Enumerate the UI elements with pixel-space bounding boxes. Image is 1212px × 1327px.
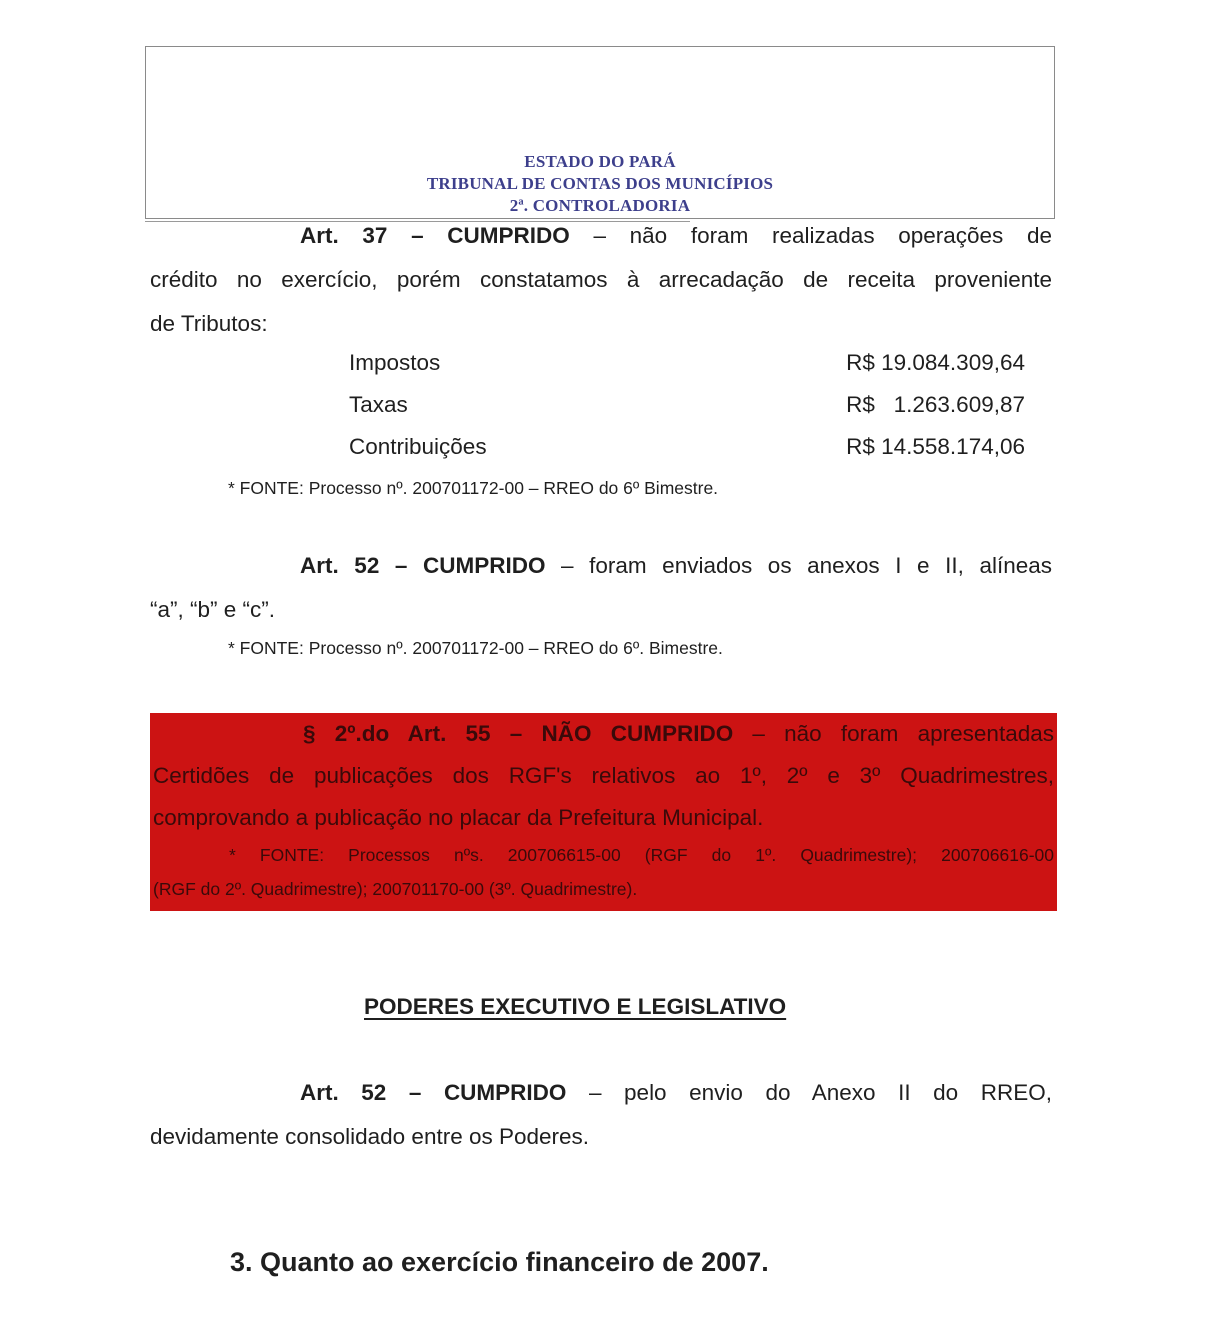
art37-text-1: – não foram realizadas operações de: [569, 223, 1052, 248]
art55-line1: [153, 713, 1054, 755]
tax-amount: R$ 1.263.609,87: [846, 392, 1025, 417]
art52-second-text-1: – pelo envio do Anexo II do RREO,: [566, 1080, 1052, 1105]
art52-first-status: CUMPRIDO: [422, 553, 546, 578]
art52-second-dash: –: [386, 1080, 444, 1105]
art55-highlight: [150, 713, 1057, 911]
section-title: PODERES EXECUTIVO E LEGISLATIVO: [364, 994, 787, 1019]
art52-first-line1: [150, 544, 1052, 588]
art55-source-1: * FONTE: Processos nºs. 200706615-00 (RGF do 1º. Quadrimestre); 200706616-00: [229, 845, 1054, 865]
art55-line2: Certidões de publicações dos RGF's relativos ao 1º, 2º e 3º Quadrimestres,: [153, 763, 1054, 788]
art55-status: NÃO CUMPRIDO: [541, 721, 734, 746]
art52-second-line2: devidamente consolidado entre os Poderes.: [150, 1124, 590, 1149]
tax-amount: R$ 14.558.174,06: [846, 434, 1025, 459]
header-text: [146, 151, 1054, 217]
art52-first-dash: –: [379, 553, 423, 578]
tax-label: Contribuições: [349, 434, 487, 459]
header-controladoria: 2ª. CONTROLADORIA: [509, 196, 691, 215]
art52-first-source: * FONTE: Processo nº. 200701172-00 – RREO do 6º. Bimestre.: [228, 638, 723, 658]
art52-second-paragraph: [150, 1071, 1052, 1159]
tax-label: Taxas: [349, 392, 408, 417]
tax-row-contribuicoes: [349, 426, 1025, 468]
header-state: ESTADO DO PARÁ: [524, 152, 676, 171]
art55-ref: § 2º.do Art. 55: [303, 721, 491, 746]
art52-first-line2: “a”, “b” e “c”.: [150, 597, 276, 622]
art37-line1: [150, 214, 1052, 258]
art52-first-paragraph: [150, 544, 1052, 632]
art37-status: CUMPRIDO: [447, 223, 570, 248]
tax-label: Impostos: [349, 350, 441, 375]
tax-row-taxas: [349, 384, 1025, 426]
art55-dash: –: [490, 721, 542, 746]
tax-amount: R$ 19.084.309,64: [846, 350, 1025, 375]
art37-dash: –: [387, 223, 448, 248]
art55-source-2: (RGF do 2º. Quadrimestre); 200701170-00 (3º. Quadrimestre).: [153, 879, 638, 899]
art37-line2: crédito no exercício, porém constatamos à arrecadação de receita proveniente: [150, 267, 1052, 292]
art37-source: * FONTE: Processo nº. 200701172-00 – RREO do 6º Bimestre.: [228, 478, 719, 498]
section-heading: 3. Quanto ao exercício financeiro de 2007.: [230, 1247, 769, 1277]
art55-text-1: – não foram apresentadas: [733, 721, 1054, 746]
art55-line3: comprovando a publicação no placar da Prefeitura Municipal.: [153, 805, 764, 830]
art52-second-status: CUMPRIDO: [443, 1080, 567, 1105]
art52-first-text-1: – foram enviados os anexos I e II, alíneas: [545, 553, 1052, 578]
art37-paragraph: [150, 214, 1052, 346]
art37-ref: Art. 37: [300, 223, 388, 248]
header-tribunal: TRIBUNAL DE CONTAS DOS MUNICÍPIOS: [426, 174, 774, 193]
art37-line3: de Tributos:: [150, 311, 268, 336]
art52-second-ref: Art. 52: [300, 1080, 387, 1105]
art52-second-line1: [150, 1071, 1052, 1115]
tax-row-impostos: [349, 342, 1025, 384]
art52-first-ref: Art. 52: [300, 553, 380, 578]
document-header: [145, 46, 1055, 219]
